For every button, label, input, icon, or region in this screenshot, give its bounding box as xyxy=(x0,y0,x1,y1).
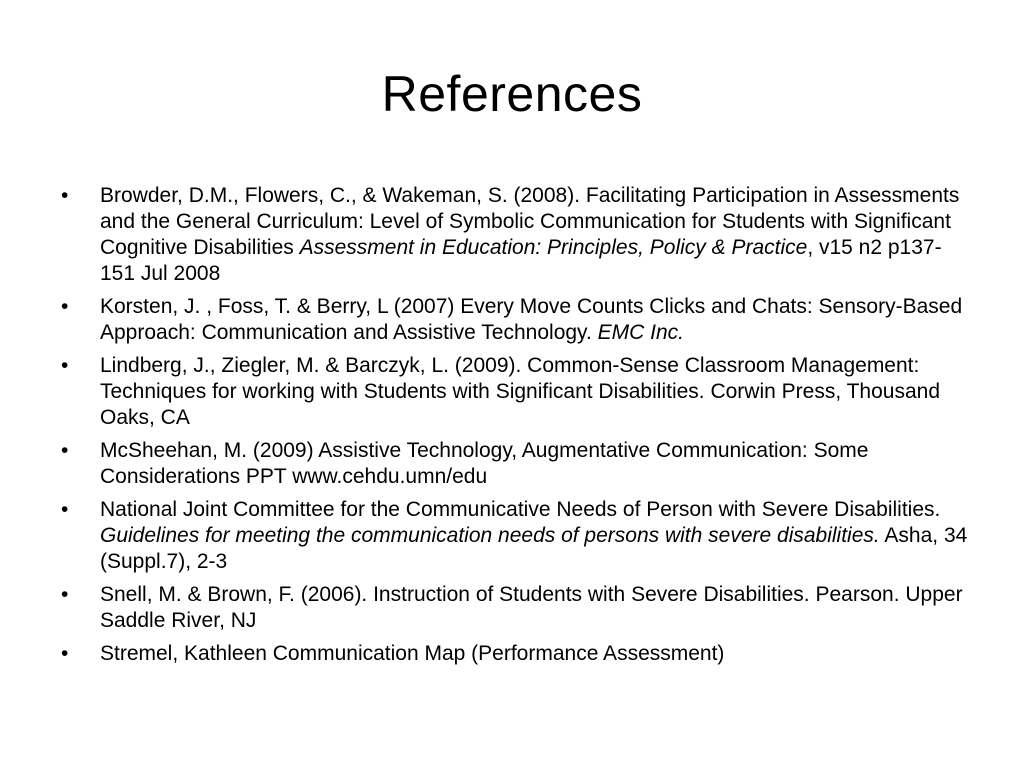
reference-text: National Joint Committee for the Communicative Needs of Person with Severe Disabilities. xyxy=(100,498,941,521)
reference-item xyxy=(56,438,976,490)
reference-text: Stremel, Kathleen Communication Map (Performance Assessment) xyxy=(100,642,725,665)
reference-text: McSheehan, M. (2009) Assistive Technology, Augmentative Communication: Some Considerations PPT www.cehdu.umn/edu xyxy=(100,439,869,488)
bullet-icon: • xyxy=(61,583,69,606)
slide-title: References xyxy=(381,66,643,122)
reference-italic-text: EMC Inc. xyxy=(597,321,685,344)
bullet-icon: • xyxy=(61,184,69,207)
reference-item xyxy=(56,582,976,634)
reference-text: Browder, D.M., Flowers, C., & Wakeman, S. (2008). Facilitating Participation in Assessments and the General Curriculum: Level of Symbolic Communication for Students with Significant Cognitive Disabilities xyxy=(100,184,960,259)
bullet-icon: • xyxy=(61,354,69,377)
reference-text: Lindberg, J., Ziegler, M. & Barczyk, L. (2009). Common-Sense Classroom Management: Techniques for working with Students with Significant Disabilities. Corwin Press, Thousand Oaks, CA xyxy=(100,354,941,429)
reference-text: Korsten, J. , Foss, T. & Berry, L (2007) Every Move Counts Clicks and Chats: Sensory-Based Approach: Communication and Assistive Technology. xyxy=(100,295,963,344)
bullet-icon: • xyxy=(61,498,69,521)
reference-item xyxy=(56,497,976,575)
reference-text: , v15 n2 p137-151 Jul 2008 xyxy=(100,236,942,285)
reference-item xyxy=(56,294,976,346)
reference-text: Asha, 34 (Suppl.7), 2-3 xyxy=(100,524,968,573)
reference-item xyxy=(56,353,976,431)
reference-text: Snell, M. & Brown, F. (2006). Instruction of Students with Severe Disabilities. Pearson. Upper Saddle River, NJ xyxy=(100,583,963,632)
reference-item xyxy=(56,641,976,667)
reference-item xyxy=(56,183,976,287)
reference-list xyxy=(56,183,976,674)
bullet-icon: • xyxy=(61,439,69,462)
bullet-icon: • xyxy=(61,642,69,665)
bullet-icon: • xyxy=(61,295,69,318)
reference-italic-text: Guidelines for meeting the communication needs of persons with severe disabilities. xyxy=(100,524,880,547)
reference-italic-text: Assessment in Education: Principles, Policy & Practice xyxy=(299,236,808,259)
